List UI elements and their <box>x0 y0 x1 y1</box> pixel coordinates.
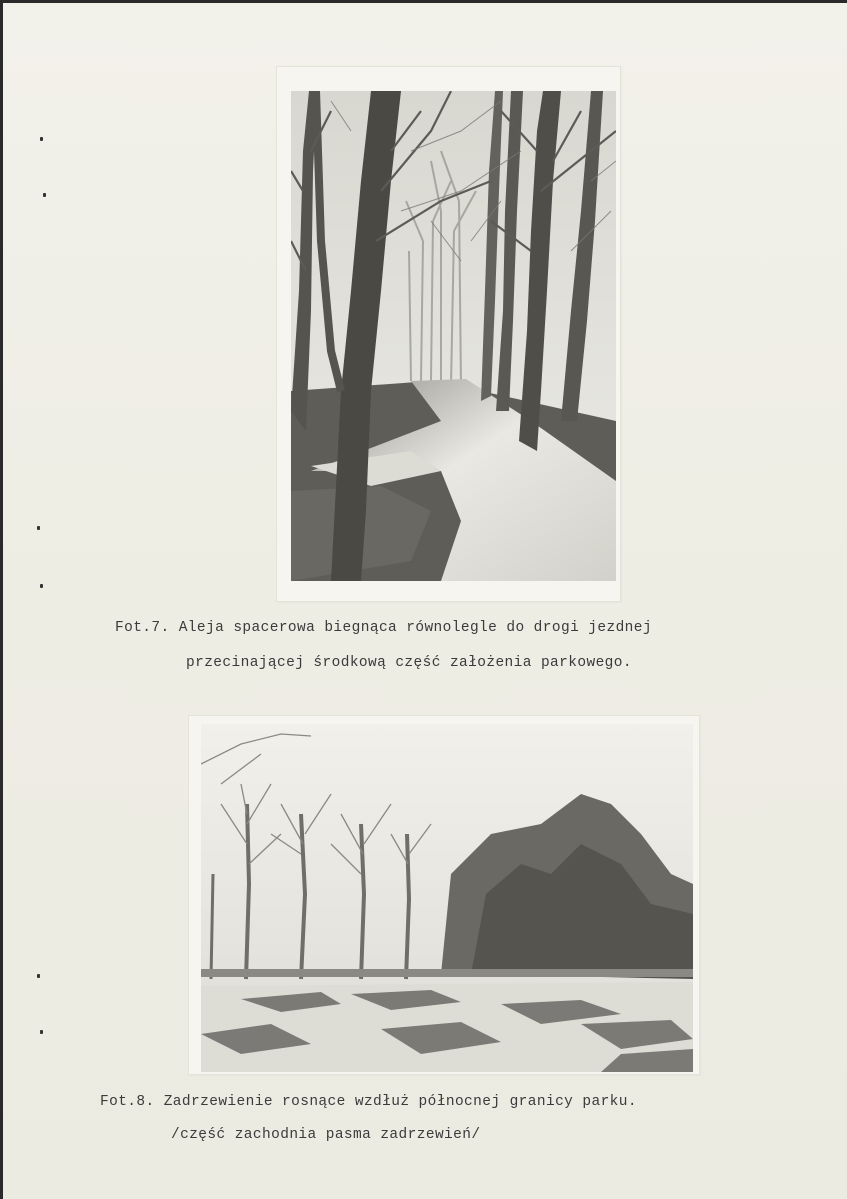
margin-mark <box>43 193 46 197</box>
page-edge-top <box>0 0 847 3</box>
margin-mark <box>40 1030 43 1034</box>
photo-7-caption-line-1: Fot.7. Aleja spacerowa biegnąca równolegle do drogi jezdnej <box>115 620 652 636</box>
page-edge-left <box>0 0 3 1199</box>
photo-7-mount <box>277 67 620 601</box>
photo-7-caption-line-2: przecinającej środkową część założenia parkowego. <box>186 655 632 671</box>
margin-mark <box>37 526 40 530</box>
margin-mark <box>40 584 43 588</box>
margin-mark <box>37 974 40 978</box>
photo-8-caption-line-1: Fot.8. Zadrzewienie rosnące wzdłuż północnej granicy parku. <box>100 1094 637 1110</box>
photo-8-mount <box>189 716 699 1074</box>
photo-7-tree-alley <box>291 91 616 581</box>
photo-8-caption-line-2: /część zachodnia pasma zadrzewień/ <box>171 1127 481 1143</box>
photo-8-tree-belt <box>201 724 693 1072</box>
margin-mark <box>40 137 43 141</box>
